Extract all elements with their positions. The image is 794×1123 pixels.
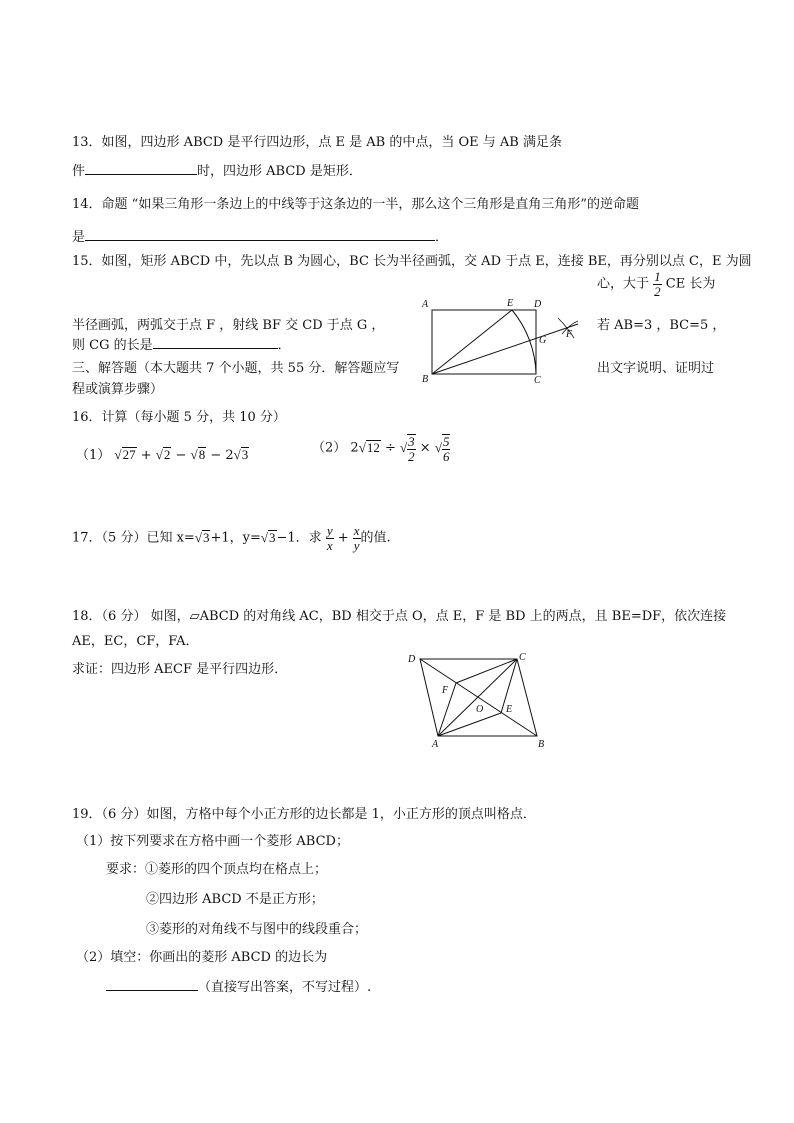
q14-line2-prefix: 是 (72, 230, 86, 245)
q17-mid-1: +1，y= (210, 530, 261, 546)
section3-line1: 三、解答题（本大题共 7 个小题，共 55 分．解答题应写 (72, 361, 400, 376)
fig18-label-c: C (519, 652, 526, 663)
q15-line4-suffix: ． (277, 338, 291, 353)
q15-half-fraction: $\frac{1}{2}$ (654, 269, 661, 299)
q17-radicand-1: 3 (202, 529, 210, 545)
fig15-label-c: C (534, 375, 541, 386)
fig18-label-e: E (506, 704, 513, 715)
q15-rectangle-figure (418, 294, 588, 386)
q14-line1: 14．命题 “如果三角形一条边上的中线等于这条边的一半，那么这个三角形是直角三角形”的逆命题 (72, 197, 639, 212)
q18-line1: 18．（6 分） 如图，▱ABCD 的对角线 AC，BD 相交于点 O，点 E，F 是 BD 上的两点，且 BE=DF，依次连接 (72, 609, 727, 624)
q18-parallelogram-figure (402, 650, 554, 750)
q16-p1-radicand-3: 8 (198, 447, 206, 462)
q15-line1: 15．如图，矩形 ABCD 中，先以点 B 为圆心，BC 长为半径画弧，交 AD 于点 E，连接 BE，再分别以点 C，E 为圆 (72, 254, 752, 269)
q19-line3: 要求：①菱形的四个顶点均在格点上； (106, 862, 328, 877)
q16-part1-label: （1） (76, 448, 111, 463)
q19-line2: （1）按下列要求在方格中画一个菱形 ABCD； (76, 834, 349, 849)
q14-line2-suffix: ． (435, 230, 449, 245)
q16-p2-coef: 2 (350, 440, 359, 456)
q17-suffix: 的值. (360, 530, 391, 546)
q16-p1-radicand-1: 27 (122, 447, 136, 462)
fig15-label-b: B (422, 374, 429, 385)
q16-p1-radicand-4: 3 (241, 447, 249, 462)
fig18-label-o: O (476, 704, 484, 715)
q13-line1: 13．如图，四边形 ABCD 是平行四边形，点 E 是 AB 的中点，当 OE 与 AB 满足条 (72, 135, 562, 150)
q17-radicand-2: 3 (269, 529, 276, 545)
section3-line1-right: 出文字说明、证明过 (597, 361, 715, 376)
q19-line7 (106, 976, 371, 995)
q16-p2-radicand-1: 12 (366, 439, 380, 455)
q18-line3: 求证：四边形 AECF 是平行四边形． (72, 662, 288, 677)
q13-line2-suffix: 时，四边形 ABCD 是矩形． (197, 164, 362, 179)
fig18-label-b: B (538, 739, 545, 750)
q15-line2-prefix: 心，大于 (597, 276, 650, 292)
q16-part2-label: （2） (312, 440, 347, 456)
q17-mid-2: −1．求 (276, 530, 322, 546)
q16-part1: （1） √27 + √2 − √8 − 2√3 (76, 447, 249, 463)
q19-line5: ③菱形的对角线不与图中的线段重合； (146, 922, 368, 937)
fig15-label-a: A (422, 299, 429, 310)
fig15-label-f: F (566, 329, 573, 340)
section3-line2: 程或演算步骤） (72, 382, 164, 397)
q15-line2-suffix: CE 长为 (665, 276, 716, 292)
q19-answer-blank[interactable] (106, 977, 198, 991)
q15-line4 (72, 334, 291, 353)
q16-title: 16．计算（每小题 5 分，共 10 分） (72, 410, 286, 425)
q19-line6: （2）填空：你画出的菱形 ABCD 的边长为 (76, 950, 328, 965)
q19-line1: 19．（6 分）如图，方格中每个小正方形的边长都是 1，小正方形的顶点叫格点． (72, 807, 536, 822)
q17-fraction-2: $\frac{x}{y}$ (353, 523, 360, 553)
q17-line: 17．（5 分）已知 x=√3+1，y=√3−1．求 $\frac{y}{x}$ + $\frac{x}{y}$ 的值. (72, 523, 391, 553)
q16-part2: （2） 2√12 ÷ √ $\frac{3}{2}$ × √ $\frac{5}{6}$ (312, 434, 450, 464)
q14-answer-blank[interactable] (85, 227, 435, 241)
q15-line3: 半径画弧，两弧交于点 F ，射线 BF 交 CD 于点 G ， (72, 318, 385, 333)
q17-fraction-1: $\frac{y}{x}$ (326, 523, 333, 553)
q15-line4-prefix: 则 CG 的长是 (72, 338, 153, 353)
fig18-label-f: F (442, 685, 449, 696)
q18-line2: AE，EC，CF，FA． (72, 634, 199, 649)
fig15-label-d: D (534, 299, 542, 310)
q19-line4: ②四边形 ABCD 不是正方形； (146, 892, 324, 907)
q13-line2 (72, 160, 362, 179)
fig15-label-g: G (539, 335, 547, 346)
q14-line2 (72, 226, 448, 245)
q13-line2-prefix: 件 (72, 164, 86, 179)
q16-p1-coef: 2 (225, 448, 234, 463)
fig18-label-d: D (408, 654, 416, 665)
q15-answer-blank[interactable] (153, 335, 278, 349)
q15-line2 (597, 270, 715, 298)
fig15-label-e: E (507, 298, 514, 309)
q15-line3-right: 若 AB=3 ，BC=5 ， (597, 318, 726, 333)
q19-line7-text: （直接写出答案，不写过程）. (198, 980, 372, 995)
q16-p1-radicand-2: 2 (163, 447, 171, 462)
q13-answer-blank[interactable] (85, 161, 197, 175)
q17-prefix: 17．（5 分）已知 x= (72, 530, 195, 546)
fig18-label-a: A (432, 739, 439, 750)
